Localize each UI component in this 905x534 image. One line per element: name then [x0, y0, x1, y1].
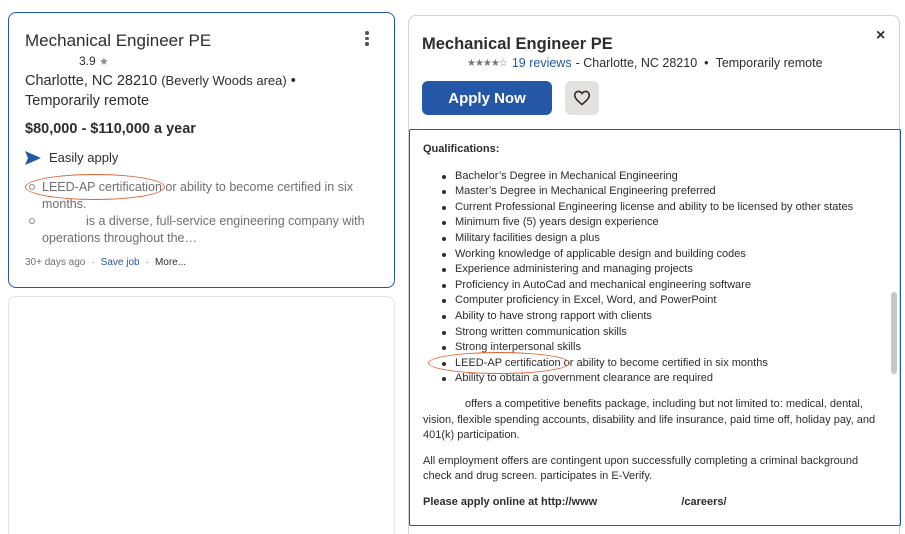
more-link[interactable]: More...: [154, 257, 187, 268]
send-arrow-icon: [25, 151, 41, 165]
rating-stars-icon: ★★★★☆: [467, 57, 507, 69]
apply-online-suffix: /careers/: [681, 495, 727, 508]
snippet-item: LEED-AP certification or ability to become certified in six months.: [27, 179, 367, 212]
separator-dot: ·: [91, 257, 95, 268]
qualification-item: Ability to obtain a government clearance are required: [442, 371, 883, 387]
reviews-link[interactable]: 19 reviews: [511, 56, 572, 70]
qualification-item: Strong written communication skills: [442, 325, 883, 341]
close-button[interactable]: ×: [876, 27, 886, 44]
separator-dot: ·: [145, 257, 149, 268]
rating-value: 3.9: [79, 54, 96, 68]
job-location: [25, 71, 370, 111]
save-job-link[interactable]: Save job: [100, 257, 140, 268]
job-card-selected[interactable]: [8, 12, 395, 288]
job-detail-location: - Charlotte, NC 28210: [575, 56, 698, 70]
meta-separator: •: [704, 56, 709, 70]
job-detail-pane: [408, 15, 900, 534]
qualifications-heading: Qualifications:: [423, 143, 500, 155]
company-rating: [79, 54, 109, 68]
heart-icon: [573, 90, 591, 106]
star-icon: ★: [99, 56, 109, 68]
job-detail-remote: Temporarily remote: [715, 56, 823, 70]
qualification-item: Working knowledge of applicable design and building codes: [442, 247, 883, 263]
qualification-item: Military facilities design a plus: [442, 231, 883, 247]
job-title[interactable]: Mechanical Engineer PE: [25, 31, 212, 50]
remote-status: Temporarily remote: [25, 93, 150, 109]
job-card-placeholder[interactable]: [8, 296, 395, 534]
qualification-item: Master’s Degree in Mechanical Engineering preferred: [442, 184, 883, 200]
job-description-content: [423, 142, 883, 510]
qualification-item: Proficiency in AutoCad and mechanical engineering software: [442, 278, 883, 294]
save-favorite-button[interactable]: [565, 81, 599, 115]
location-area: (Beverly Woods area): [161, 73, 287, 88]
snippet-item: is a diverse, full-service engineering company with operations throughout the…: [27, 213, 367, 246]
apply-online-prefix: Please apply online at http://www: [423, 495, 598, 508]
qualification-item: Strong interpersonal skills: [442, 340, 883, 356]
location-separator: •: [290, 73, 296, 89]
benefits-paragraph: offers a competitive benefits package, including but not limited to: medical, dental, vision, flexible spending accounts, disability and life insurance, paid time off, holiday pay, and 401(k) participation.: [423, 397, 876, 442]
qualification-item: Ability to have strong rapport with clients: [442, 309, 883, 325]
location-city: Charlotte, NC 28210: [25, 73, 158, 89]
job-detail-title: Mechanical Engineer PE: [422, 35, 613, 53]
more-options-icon[interactable]: [361, 29, 373, 49]
qualifications-list: [423, 169, 883, 387]
salary: $80,000 - $110,000 a year: [25, 121, 196, 137]
qualification-item: Experience administering and managing projects: [442, 262, 883, 278]
posted-date: 30+ days ago: [25, 257, 86, 268]
qualification-item: Minimum five (5) years design experience: [442, 215, 883, 231]
job-description[interactable]: [409, 129, 901, 526]
easy-apply-badge: [25, 150, 118, 165]
qualification-item: LEED-AP certification or ability to become certified in six months: [442, 356, 883, 372]
easy-apply-label: Easily apply: [49, 150, 119, 165]
job-snippet: [27, 179, 367, 247]
qualification-item: Current Professional Engineering license and ability to be licensed by other states: [442, 200, 883, 216]
apply-now-button[interactable]: Apply Now: [422, 81, 552, 115]
scrollbar-thumb[interactable]: [891, 292, 897, 374]
scrollbar[interactable]: [890, 132, 898, 522]
job-card-footer: [25, 257, 186, 268]
qualification-item: Computer proficiency in Excel, Word, and PowerPoint: [442, 293, 883, 309]
employment-paragraph: All employment offers are contingent upon successfully completing a criminal background check and drug screen. participates in E-Verify.: [423, 454, 859, 483]
job-detail-meta: [467, 56, 823, 70]
apply-online-text: [423, 495, 883, 511]
qualification-item: Bachelor’s Degree in Mechanical Engineering: [442, 169, 883, 185]
